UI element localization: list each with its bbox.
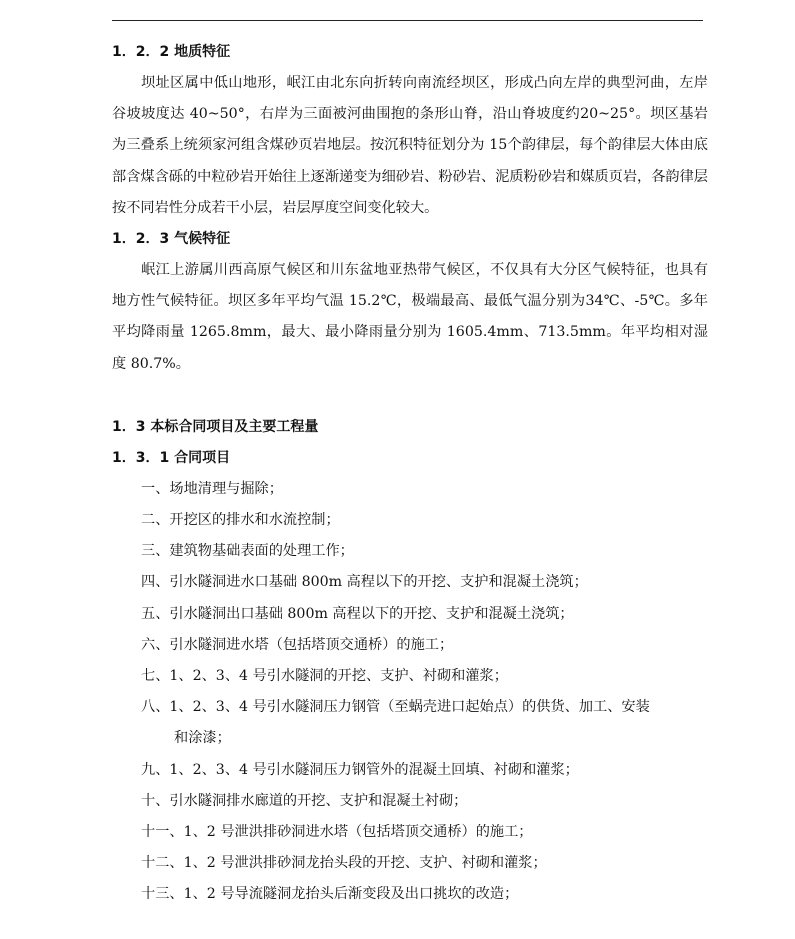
header-rule: [112, 20, 703, 21]
list-item: [112, 755, 708, 786]
list-item: [112, 536, 708, 567]
climate-line: 34℃、-5℃。多年平均降雨量 1265.8mm，最大、最小降雨量分别为 1605.4mm、713.5mm。: [112, 293, 708, 341]
list-item: [112, 599, 708, 630]
section-spacer: [112, 380, 708, 412]
list-item: [112, 817, 708, 848]
list-item-text: 十一、1、2 号泄洪排砂洞进水塔（包括塔顶交通桥）的施工；: [141, 824, 533, 841]
section-heading-contract-items: 1．3．1 合同项目: [112, 449, 231, 466]
geology-line: 个韵律层，每个韵律层大体由底部含煤含砾的中粒砂岩开始往上逐渐递变为细砂岩、: [112, 137, 708, 185]
climate-line: 岷江上游属川西高原气候区和川东盆地亚热带气候区，不仅具有大分区气候特: [141, 262, 636, 279]
climate-line: 征，也具有地方性气候特征。坝区多年平均气温 15.2℃，极端最高、最低气温分别为: [112, 262, 708, 310]
list-item-text: 一、场地清理与掘除；: [141, 480, 283, 497]
document-body: [112, 37, 708, 911]
list-item-continuation: 和涂漆；: [174, 730, 231, 747]
geology-line: 坝址区属中低山地形，岷江由北东向折转向南流经坝区，形成凸向左岸的典型河: [141, 75, 651, 91]
list-item-text: 十二、1、2 号泄洪排砂洞龙抬头段的开挖、支护、衬砌和灌浆；: [141, 855, 547, 872]
list-item-text: 七、1、2、3、4 号引水隧洞的开挖、支护、衬砌和灌浆；: [141, 668, 508, 685]
list-item-text: 二、开挖区的排水和水流控制；: [141, 512, 340, 529]
list-item: [112, 879, 708, 910]
climate-paragraph: [112, 255, 708, 380]
section-heading-geology: 1．2．2 地质特征: [112, 44, 231, 60]
list-item: [112, 567, 708, 598]
list-item: [112, 786, 708, 817]
list-item-text: 六、引水隧洞进水塔（包括塔顶交通桥）的施工；: [141, 636, 454, 653]
list-item-text: 九、1、2、3、4 号引水隧洞压力钢管外的混凝土回填、衬砌和灌浆；: [141, 761, 579, 778]
list-item-text: 三、建筑物基础表面的处理工作；: [141, 543, 354, 560]
list-item-text: 五、引水隧洞出口基础 800m 高程以下的开挖、支护和混凝土浇筑；: [141, 605, 574, 622]
list-item: [112, 661, 708, 692]
list-item-text: 四、引水隧洞进水口基础 800m 高程以下的开挖、支护和混凝土浇筑；: [141, 574, 588, 591]
geology-line: 粉砂岩、泥质粉砂岩和媒质页岩，各韵律层按不同岩性分成若干小层，岩层厚度空间: [112, 168, 708, 216]
list-item-text: 八、1、2、3、4 号引水隧洞压力钢管（至蜗壳进口起始点）的供货、加工、安装: [141, 699, 650, 716]
section-heading-contract-items-quantities: 1．3 本标合同项目及主要工程量: [112, 418, 319, 435]
geology-line: 变化较大。: [367, 199, 439, 216]
climate-line: 年平均相对湿度 80.7%。: [112, 324, 708, 372]
list-item: [112, 474, 708, 505]
list-item-text: 十三、1、2 号导流隧洞龙抬头后渐变段及出口挑坎的改造；: [141, 886, 519, 903]
section-heading-climate: 1．2．3 气候特征: [112, 231, 231, 248]
list-item: [112, 692, 708, 754]
list-item: [112, 630, 708, 661]
list-item: [112, 848, 708, 879]
geology-line: 20~25°。坝区基岩为三叠系上统须家河组含煤砂页岩地层。按沉积特征划分为 15: [112, 106, 708, 154]
list-item: [112, 505, 708, 536]
geology-paragraph: [112, 68, 708, 224]
list-item-text: 十、引水隧洞排水廊道的开挖、支护和混凝土衬砌；: [141, 792, 468, 809]
contract-items-list: [112, 474, 708, 911]
geology-line: 曲，左岸谷坡坡度达 40~50°，右岸为三面被河曲围抱的条形山脊，沿山脊坡度约: [112, 75, 708, 123]
